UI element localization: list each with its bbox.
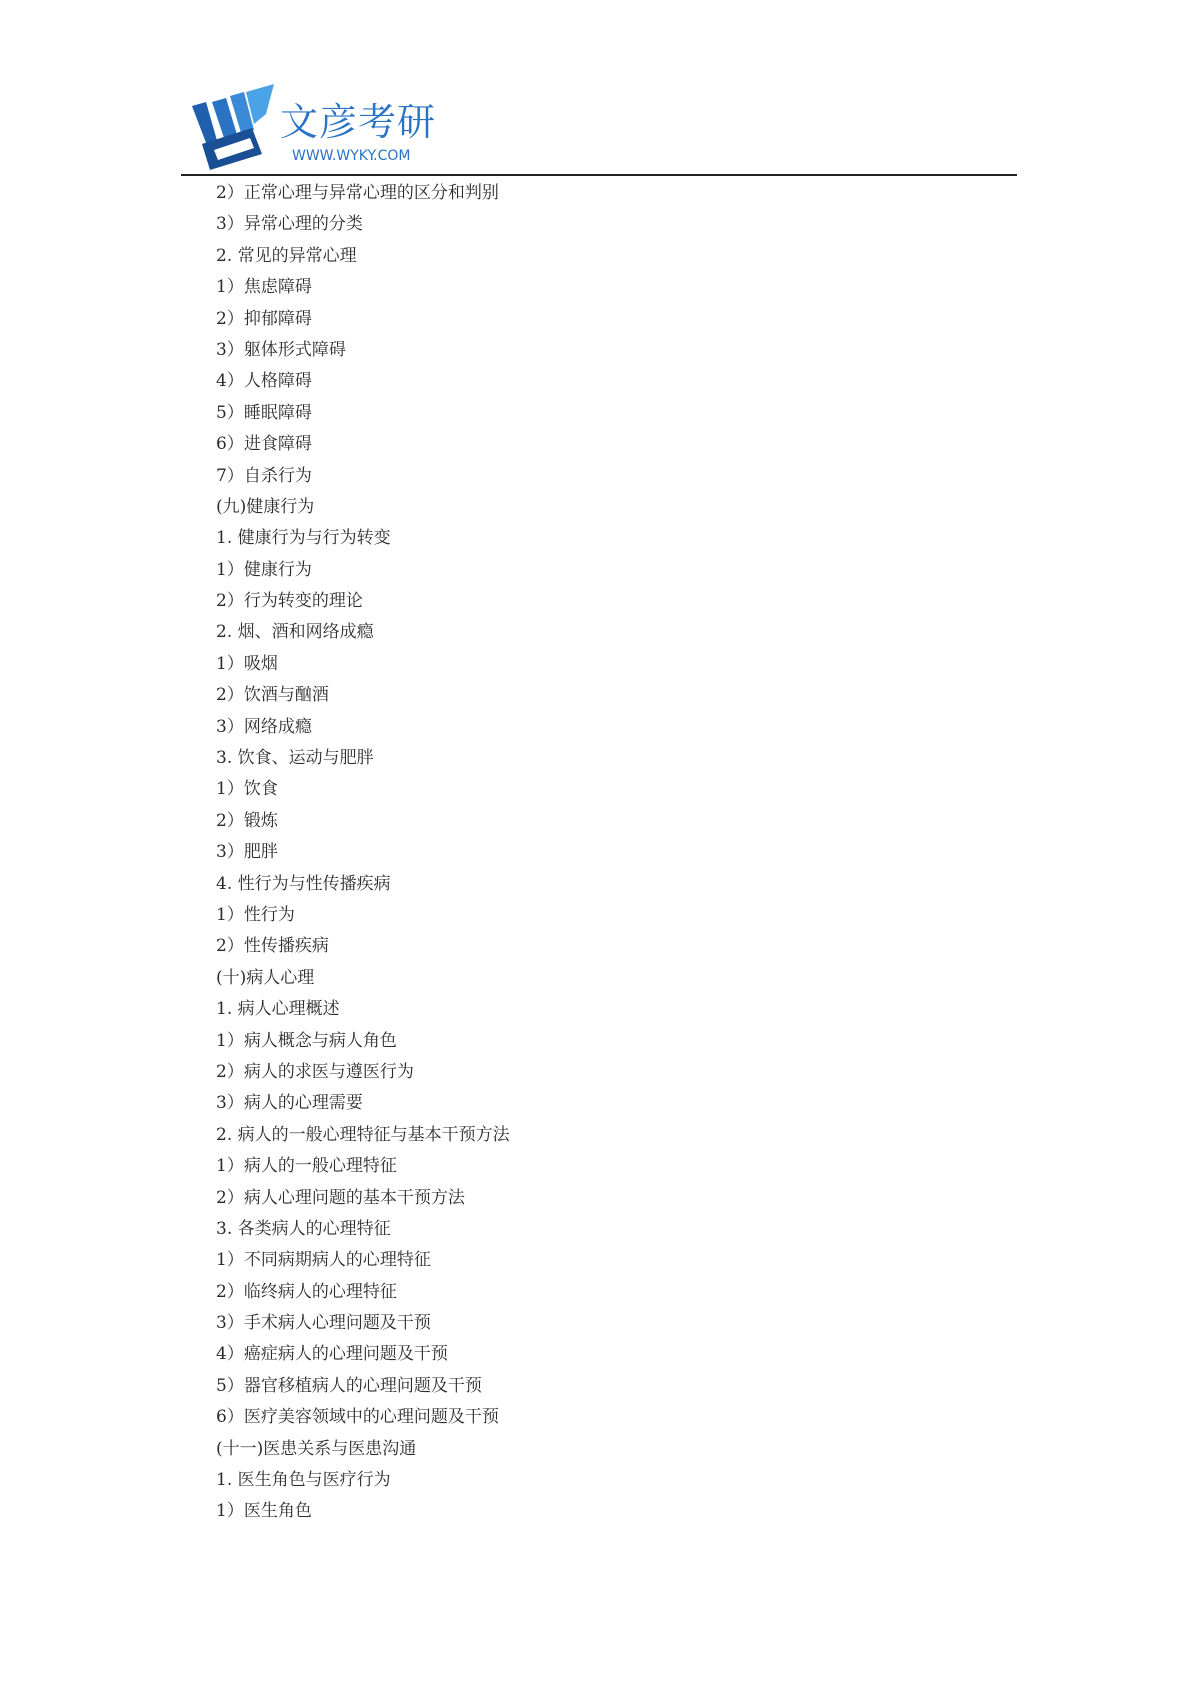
outline-line: 2）锻炼 [216,810,278,831]
outline-line: 2. 烟、酒和网络成瘾 [216,622,374,643]
outline-line: 1）不同病期病人的心理特征 [216,1250,431,1271]
outline-line: 3）网络成瘾 [216,716,312,737]
outline-line: 3. 饮食、运动与肥胖 [216,748,374,769]
outline-line: 5）睡眠障碍 [216,402,312,423]
outline-line: 1）吸烟 [216,653,278,674]
outline-line: 4. 性行为与性传播疾病 [216,873,391,894]
logo-url: WWW.WYKY.COM [292,148,411,164]
outline-line: 4）癌症病人的心理问题及干预 [216,1344,448,1365]
outline-line: 6）进食障碍 [216,434,312,455]
outline-line: 2. 病人的一般心理特征与基本干预方法 [216,1124,510,1145]
outline-line: 1. 医生角色与医疗行为 [216,1470,391,1491]
logo-name: 文彦考研 [280,100,437,144]
outline-line: 2）临终病人的心理特征 [216,1281,397,1302]
outline-line: (十一)医患关系与医患沟通 [216,1438,417,1459]
outline-line: 2）病人心理问题的基本干预方法 [216,1187,465,1208]
outline-line: 2）病人的求医与遵医行为 [216,1061,414,1082]
outline-line: 2. 常见的异常心理 [216,245,357,266]
outline-line: 2）饮酒与酗酒 [216,685,329,706]
header-logo [188,84,448,174]
outline-line: 3）肥胖 [216,842,278,863]
outline-line: 2）性传播疾病 [216,936,329,957]
outline-line: 5）器官移植病人的心理问题及干预 [216,1375,482,1396]
outline-line: (九)健康行为 [216,496,315,517]
outline-line: 1）性行为 [216,904,295,925]
outline-line: 3）躯体形式障碍 [216,339,346,360]
outline-line: 1）饮食 [216,779,278,800]
outline-line: 6）医疗美容领域中的心理问题及干预 [216,1407,499,1428]
outline-line: 2）抑郁障碍 [216,308,312,329]
outline-line: 1）医生角色 [216,1501,312,1522]
outline-list [216,178,996,1528]
outline-line: 1）健康行为 [216,559,312,580]
outline-line: 1）病人的一般心理特征 [216,1156,397,1177]
outline-line: 1. 健康行为与行为转变 [216,528,391,549]
outline-line: 7）自杀行为 [216,465,312,486]
outline-line: 3）手术病人心理问题及干预 [216,1313,431,1334]
header-divider [181,174,1017,176]
outline-line: 1. 病人心理概述 [216,999,340,1020]
outline-line: 4）人格障碍 [216,371,312,392]
outline-line: 3）病人的心理需要 [216,1093,363,1114]
outline-line: 3. 各类病人的心理特征 [216,1218,391,1239]
outline-line: 1）病人概念与病人角色 [216,1030,397,1051]
logo-icon [188,84,278,172]
outline-line: 2）正常心理与异常心理的区分和判别 [216,183,499,203]
outline-line: 1）焦虑障碍 [216,277,312,298]
outline-line: (十)病人心理 [216,967,315,988]
outline-line: 3）异常心理的分类 [216,214,363,235]
outline-line: 2）行为转变的理论 [216,591,363,612]
